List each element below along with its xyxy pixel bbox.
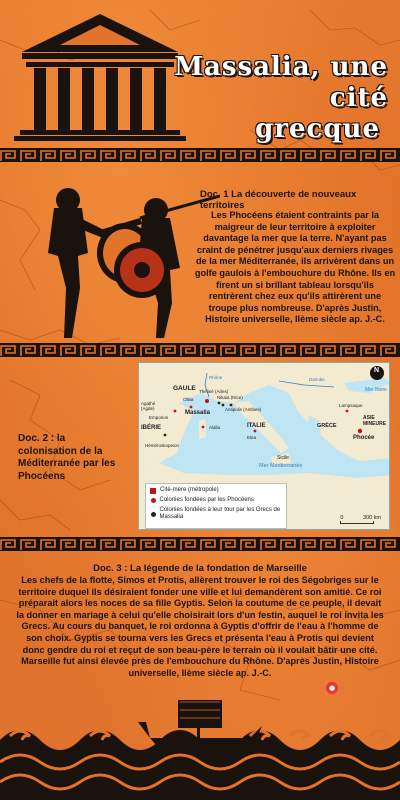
legend-item-colonies-massalia: Colonies fondées à leur tour par les Grecs de Massalia bbox=[150, 507, 282, 521]
map-label-mer-noire: Mer Noire bbox=[365, 387, 387, 393]
north-indicator: N bbox=[374, 367, 380, 374]
doc1-title: Doc. 1 La découverte de nouveaux territoires bbox=[200, 189, 357, 211]
map-label-agathe: Agathé (Agde) bbox=[141, 401, 156, 411]
map-label-theline: Théliné (Arles) bbox=[199, 389, 229, 394]
map-label-mer-mediterranee: Mer Méditerranée bbox=[259, 463, 303, 469]
record-icon[interactable]: ● bbox=[326, 682, 338, 694]
map-legend bbox=[145, 483, 287, 529]
map-label-gaule: GAULE bbox=[173, 385, 196, 392]
doc2-title: Doc. 2 : la colonisation de la Méditerranée par les Phocéens bbox=[18, 433, 116, 482]
title-line-2: grecque bbox=[255, 114, 380, 144]
map-label-alalia: Alalia bbox=[209, 425, 221, 430]
greek-key-border-bottom bbox=[0, 537, 400, 551]
map-label-rhone: Rhône bbox=[209, 375, 223, 380]
map-label-iberie: IBÉRIE bbox=[141, 425, 162, 431]
map-label-antipolis: Antipolis (Antibes) bbox=[225, 407, 262, 412]
sea-waves-with-ship bbox=[0, 700, 400, 800]
map-label-grece: GRÈCE bbox=[317, 423, 337, 429]
map-label-emporion: Emporion bbox=[149, 415, 169, 420]
map-label-sicile: Sicile bbox=[277, 455, 289, 461]
greek-key-border-middle bbox=[0, 343, 400, 357]
map-label-hemeroskopeion: Héméroskopeion bbox=[145, 443, 180, 448]
map-label-nikaia: Nikaia (Nice) bbox=[217, 395, 243, 400]
greek-warriors-illustration bbox=[30, 178, 220, 343]
doc3-title: Doc. 3 : La légende de la fondation de Marseille bbox=[93, 563, 307, 574]
title-line-1: Massalia, une cité bbox=[174, 52, 388, 113]
map-label-danube: Danube bbox=[309, 377, 325, 382]
map-label-lampsaque: Lampsaque bbox=[339, 403, 363, 408]
greek-key-border-top bbox=[0, 148, 400, 162]
map-label-asie-mineure: ASIE MINEURE bbox=[363, 415, 387, 427]
legend-item-colonies-phoceens: Colonies fondées par les Phocéens bbox=[150, 497, 282, 504]
page-title bbox=[118, 52, 388, 145]
map-label-elea: Elea bbox=[247, 435, 257, 440]
map-scale: 0 300 km bbox=[340, 515, 381, 524]
doc1-text: Les Phocéens étaient contraints par la maigreur de leur territoire à exploiter davantage la mer que la terre. N'ayant pas craint de pénétrer jusqu'aux derniers rivages de la mer Méditerranée, ils arrivèrent dans un golfe gaulois à l'embouchure du Rhône. Ils en firent un si brillant tableau lorsqu'ils rentrèrent chez eux qu'ils attirèrent une troupe plus nombreuse. D'après Justin, Histoire universelle, IIème siècle ap. J.-C. bbox=[194, 210, 396, 325]
doc3-text: Les chefs de la flotte, Simos et Protis, allèrent trouver le roi des Ségobriges sur le territoire duquel ils désiraient fonder une ville et lui demandèrent son amitié. Ce roi préparait alors les noces de sa fille Gyptis. Selon la coutume de ce peuple, il devait la donner en mariage à celui qu'elle choisirait lors d'un festin, auquel le roi invita les Grecs. Au cours du banquet, le roi ordonna à Gyptis d'offrir de l'eau à l'homme de son choix. Gyptis se tourna vers les Grecs et présenta l'eau à Protis qui devient donc gendre du roi et reçut de son beau-père le terrain où il voulait bâtir une cité. Marseille fut ainsi élevée près de l'embouchure du Rhône. D'après Justin, Histoire universelle, IIème siècle ap. J.-C. bbox=[16, 575, 384, 678]
map-label-olbia: Olbia bbox=[183, 397, 194, 402]
map-label-massalia: Massalia bbox=[185, 410, 211, 416]
colonisation-map bbox=[138, 362, 390, 530]
map-label-italie: ITALIE bbox=[247, 423, 266, 429]
map-label-phocee: Phocée bbox=[353, 435, 375, 441]
legend-item-metropole: Cité-mère (métropole) bbox=[150, 487, 282, 494]
